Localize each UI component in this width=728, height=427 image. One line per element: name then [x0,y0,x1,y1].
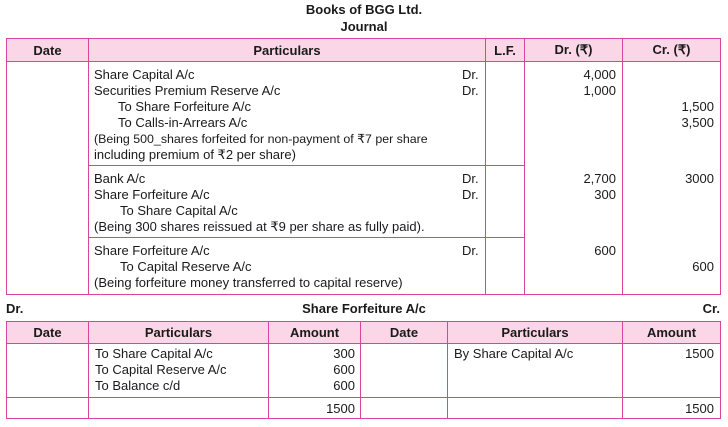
entry2-line1-mark: Dr. [462,171,479,186]
entry3-line2-cr: 600 [692,259,714,274]
journal-header-lf: L.F. [485,38,525,62]
ledger-left-row1-amount: 300 [333,346,355,361]
journal-header-cr: Cr. (₹) [622,38,721,62]
entry1-line2-dr: 1,000 [583,83,616,98]
ledger-header-date-left: Date [6,321,89,344]
entry2-line3-account: To Share Capital A/c [120,203,238,218]
ledger-header-amount-right: Amount [622,321,721,344]
journal-header-date: Date [6,38,89,62]
ledger-left-row3-amount: 600 [333,378,355,393]
entry1-line3-cr: 1,500 [681,99,714,114]
entry1-line3-account: To Share Forfeiture A/c [118,99,251,114]
ledger-total-left: 1500 [326,401,355,416]
ledger-title: Share Forfeiture A/c [302,301,426,316]
entry2-line2-dr: 300 [594,187,616,202]
entry3-narration: (Being forfeiture money transferred to capital reserve) [94,275,403,290]
entry2-line1-cr: 3000 [685,171,714,186]
entry1-line1-account: Share Capital A/c [94,67,195,82]
entry1-narration-line1: (Being 500_shares forfeited for non-payment of ₹7 per share [94,132,428,146]
ledger-right-row1-amount: 1500 [685,346,714,361]
journal-header-particulars: Particulars [88,38,486,62]
entry2-narration: (Being 300 shares reissued at ₹9 per share as fully paid). [94,219,425,234]
ledger-header-particulars-right: Particulars [447,321,623,344]
ledger-header-particulars-left: Particulars [88,321,269,344]
entry3-line1-account: Share Forfeiture A/c [94,243,210,258]
ledger-left-row2-particulars: To Capital Reserve A/c [95,362,227,377]
entry3-line2-account: To Capital Reserve A/c [120,259,252,274]
entry2-line2-account: Share Forfeiture A/c [94,187,210,202]
ledger-left-row1-particulars: To Share Capital A/c [95,346,213,361]
journal-header-dr: Dr. (₹) [524,38,623,62]
book-title: Books of BGG Ltd. [305,2,423,17]
entry1-line2-mark: Dr. [462,83,479,98]
ledger-right-row1-particulars: By Share Capital A/c [454,346,574,361]
entry2-line2-mark: Dr. [462,187,479,202]
entry1-line1-dr: 4,000 [583,67,616,82]
entry1-narration-line2: including premium of ₹2 per share) [94,147,296,162]
entry3-line1-mark: Dr. [462,243,479,258]
ledger-left-row3-particulars: To Balance c/d [95,378,181,393]
entry1-line4-cr: 3,500 [681,115,714,130]
ledger-dr-label: Dr. [6,301,24,316]
entry1-line2-account: Securities Premium Reserve A/c [94,83,281,98]
entry1-line1-mark: Dr. [462,67,479,82]
entry1-line4-account: To Calls-in-Arrears A/c [118,115,248,130]
ledger-header-amount-left: Amount [268,321,361,344]
entry3-line1-dr: 600 [594,243,616,258]
entry2-line1-dr: 2,700 [583,171,616,186]
ledger-left-row2-amount: 600 [333,362,355,377]
ledger-total-right: 1500 [685,401,714,416]
entry2-line1-account: Bank A/c [94,171,146,186]
journal-title: Journal [340,19,388,34]
ledger-cr-label: Cr. [702,301,720,316]
ledger-header-date-right: Date [360,321,448,344]
